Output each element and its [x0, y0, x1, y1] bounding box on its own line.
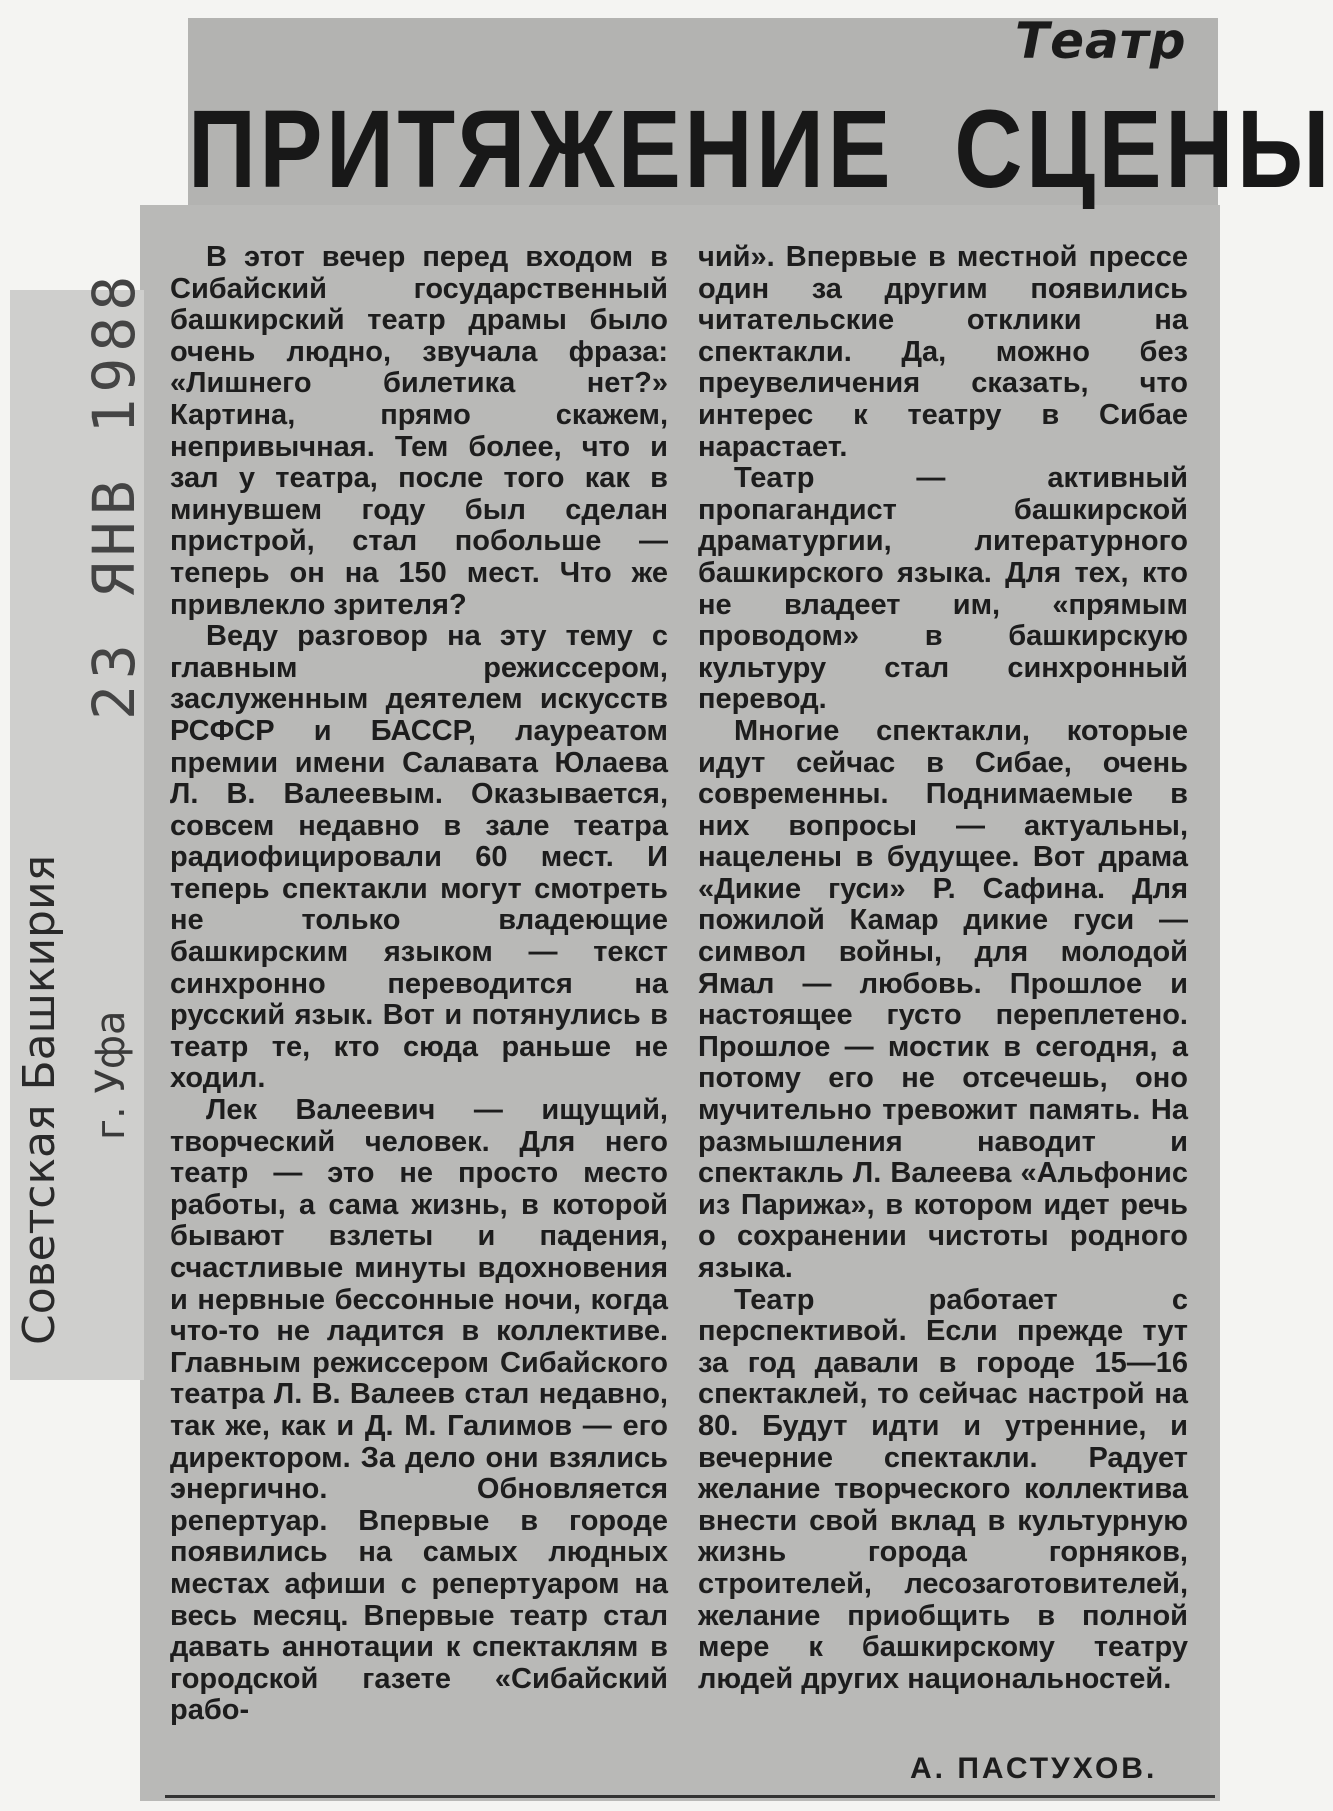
article-headline	[188, 88, 1333, 211]
paragraph: Веду разговор на эту тему с главным режиссером, заслуженным деятелем искусств РСФСР и БАССР, лауреатом премии имени Салавата Юлаева Л. В. Валеевым. Оказывается, совсем недавно в зале театра радиофицировали 60 мест. И теперь спектакли могут смотреть не только владеющие башкирским языком — текст синхронно переводится на русский язык. Вот и потянулись в театр те, кто сюда раньше не ходил.	[170, 620, 668, 1095]
paragraph: Лек Валеевич — ищущий, творческий человек. Для него театр — это не просто место работы, а сама жизнь, в которой бывают взлеты и падения, счастливые минуты вдохновения и нервные бессонные ночи, когда что-то не ладится в коллективе. Главным режиссером Сибайского театра Л. В. Валеев стал недавно, так же, как и Д. М. Галимов — его директором. За дело они взялись энергично. Обновляется репертуар. Впервые в городе появились на самых людных местах афиши с репертуаром на весь месяц. Впервые театр стал давать аннотации к спектаклям в городской газете «Сибайский рабо-	[170, 1094, 668, 1727]
headline-word-1: ПРИТЯЖЕНИЕ	[188, 88, 895, 211]
paragraph: чий». Впервые в местной прессе один за другим появились читательские отклики на спектакли. Да, можно без преувеличения сказать, что интерес к театру в Сибае нарастает.	[698, 241, 1188, 463]
article-column-1	[170, 242, 668, 1727]
article-author: А. ПАСТУХОВ.	[910, 1752, 1158, 1785]
article-column-2	[698, 242, 1188, 1695]
newspaper-source-stamp: Советская Башкирия	[14, 854, 65, 1345]
paragraph: Многие спектакли, которые идут сейчас в Сибае, очень современны. Поднимаемые в них вопросы — актуальны, нацелены в будущее. Вот драма «Дикие гуси» Р. Сафина. Для пожилой Камар дикие гуси — символ войны, для молодой Ямал — любовь. Прошлое и настоящее густо переплетено. Прошлое — мостик в сегодня, а потому его не отсечешь, оно мучительно тревожит память. На размышления наводит и спектакль Л. Валеева «Альфонис из Парижа», в котором идет речь о сохранении чистоты родного языка.	[698, 714, 1188, 1284]
bottom-divider	[165, 1795, 1215, 1798]
headline-word-2: СЦЕНЫ	[954, 88, 1333, 211]
section-rubric: Театр	[1015, 12, 1187, 70]
city-stamp: г. Уфа	[88, 1010, 134, 1140]
paragraph: Театр работает с перспективой. Если прежде тут за год давали в городе 15—16 спектаклей, то сейчас настрой на 80. Будут идти и утренние, и вечерние спектакли. Радует желание творческого коллектива внести свой вклад в культурную жизнь города горняков, строителей, лесозаготовителей, желание приобщить в полной мере к башкирскому театру людей других национальностей.	[698, 1283, 1188, 1695]
date-stamp: 23 ЯНВ 1988	[80, 269, 148, 720]
paragraph: Театр — активный пропагандист башкирской драматургии, литературного башкирского языка. Для тех, кто не владеет им, «прямым проводом» в башкирскую культуру стал синхронный перевод.	[698, 462, 1188, 716]
paragraph: В этот вечер перед входом в Сибайский государственный башкирский театр драмы было очень людно, звучала фраза: «Лишнего билетика нет?» Картина, прямо скажем, непривычная. Тем более, что и зал у театра, после того как в минувшем году был сделан пристрой, стал побольше — теперь он на 150 мест. Что же привлекло зрителя?	[170, 241, 668, 621]
